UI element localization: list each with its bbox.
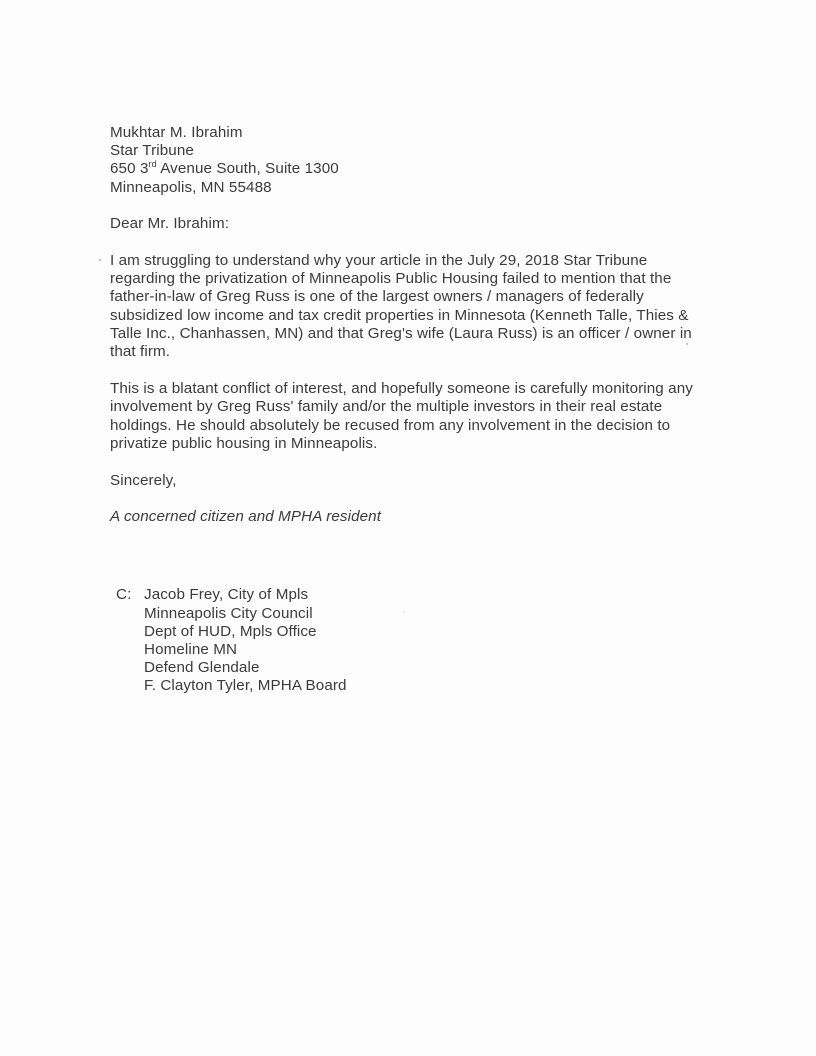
recipient-address	[110, 124, 720, 197]
paragraph-line: involvement by Greg Russ' family and/or the multiple investors in their real estate	[110, 398, 663, 416]
recipient-organization: Star Tribune	[110, 142, 194, 160]
paragraph-line: Talle Inc., Chanhassen, MN) and that Greg's wife (Laura Russ) is an officer / owner in	[110, 324, 692, 342]
paragraph-1	[110, 252, 720, 361]
paragraph-line: subsidized low income and tax credit properties in Minnesota (Kenneth Talle, Thies &	[110, 306, 689, 324]
paragraph-line: regarding the privatization of Minneapolis Public Housing failed to mention that the	[110, 270, 672, 288]
cc-recipient: Jacob Frey, City of Mpls	[144, 586, 309, 604]
paragraph-line: holdings. He should absolutely be recused from any involvement in the decision to	[110, 416, 671, 434]
paragraph-2	[110, 380, 720, 453]
closing: Sincerely,	[110, 472, 177, 490]
cc-recipient: Defend Glendale	[144, 659, 260, 677]
street-ordinal: rd	[148, 159, 157, 170]
recipient-street	[110, 160, 720, 178]
cc-recipient: Homeline MN	[144, 641, 238, 659]
signature: A concerned citizen and MPHA resident	[110, 508, 382, 526]
scan-speck	[99, 259, 101, 261]
paragraph-line: privatize public housing in Minneapolis.	[110, 434, 378, 452]
paragraph-line: that firm.	[110, 343, 171, 361]
cc-block	[110, 586, 720, 695]
paragraph-line: father-in-law of Greg Russ is one of the largest owners / managers of federally	[110, 288, 644, 306]
cc-label: C:	[116, 586, 132, 604]
paragraph-line: I am struggling to understand why your article in the July 29, 2018 Star Tribune	[110, 252, 648, 270]
letter-body	[110, 124, 720, 696]
cc-recipient: F. Clayton Tyler, MPHA Board	[144, 677, 347, 695]
cc-recipient: Minneapolis City Council	[144, 604, 313, 622]
recipient-name: Mukhtar M. Ibrahim	[110, 124, 243, 141]
salutation: Dear Mr. Ibrahim:	[110, 214, 230, 232]
street-name: Avenue South, Suite 1300	[156, 160, 339, 178]
cc-recipient: Dept of HUD, Mpls Office	[144, 622, 317, 640]
street-number: 650 3	[110, 160, 149, 178]
paragraph-line: This is a blatant conflict of interest, and hopefully someone is carefully monitoring any	[110, 380, 693, 398]
recipient-city: Minneapolis, MN 55488	[110, 178, 272, 196]
cc-list	[144, 586, 720, 695]
